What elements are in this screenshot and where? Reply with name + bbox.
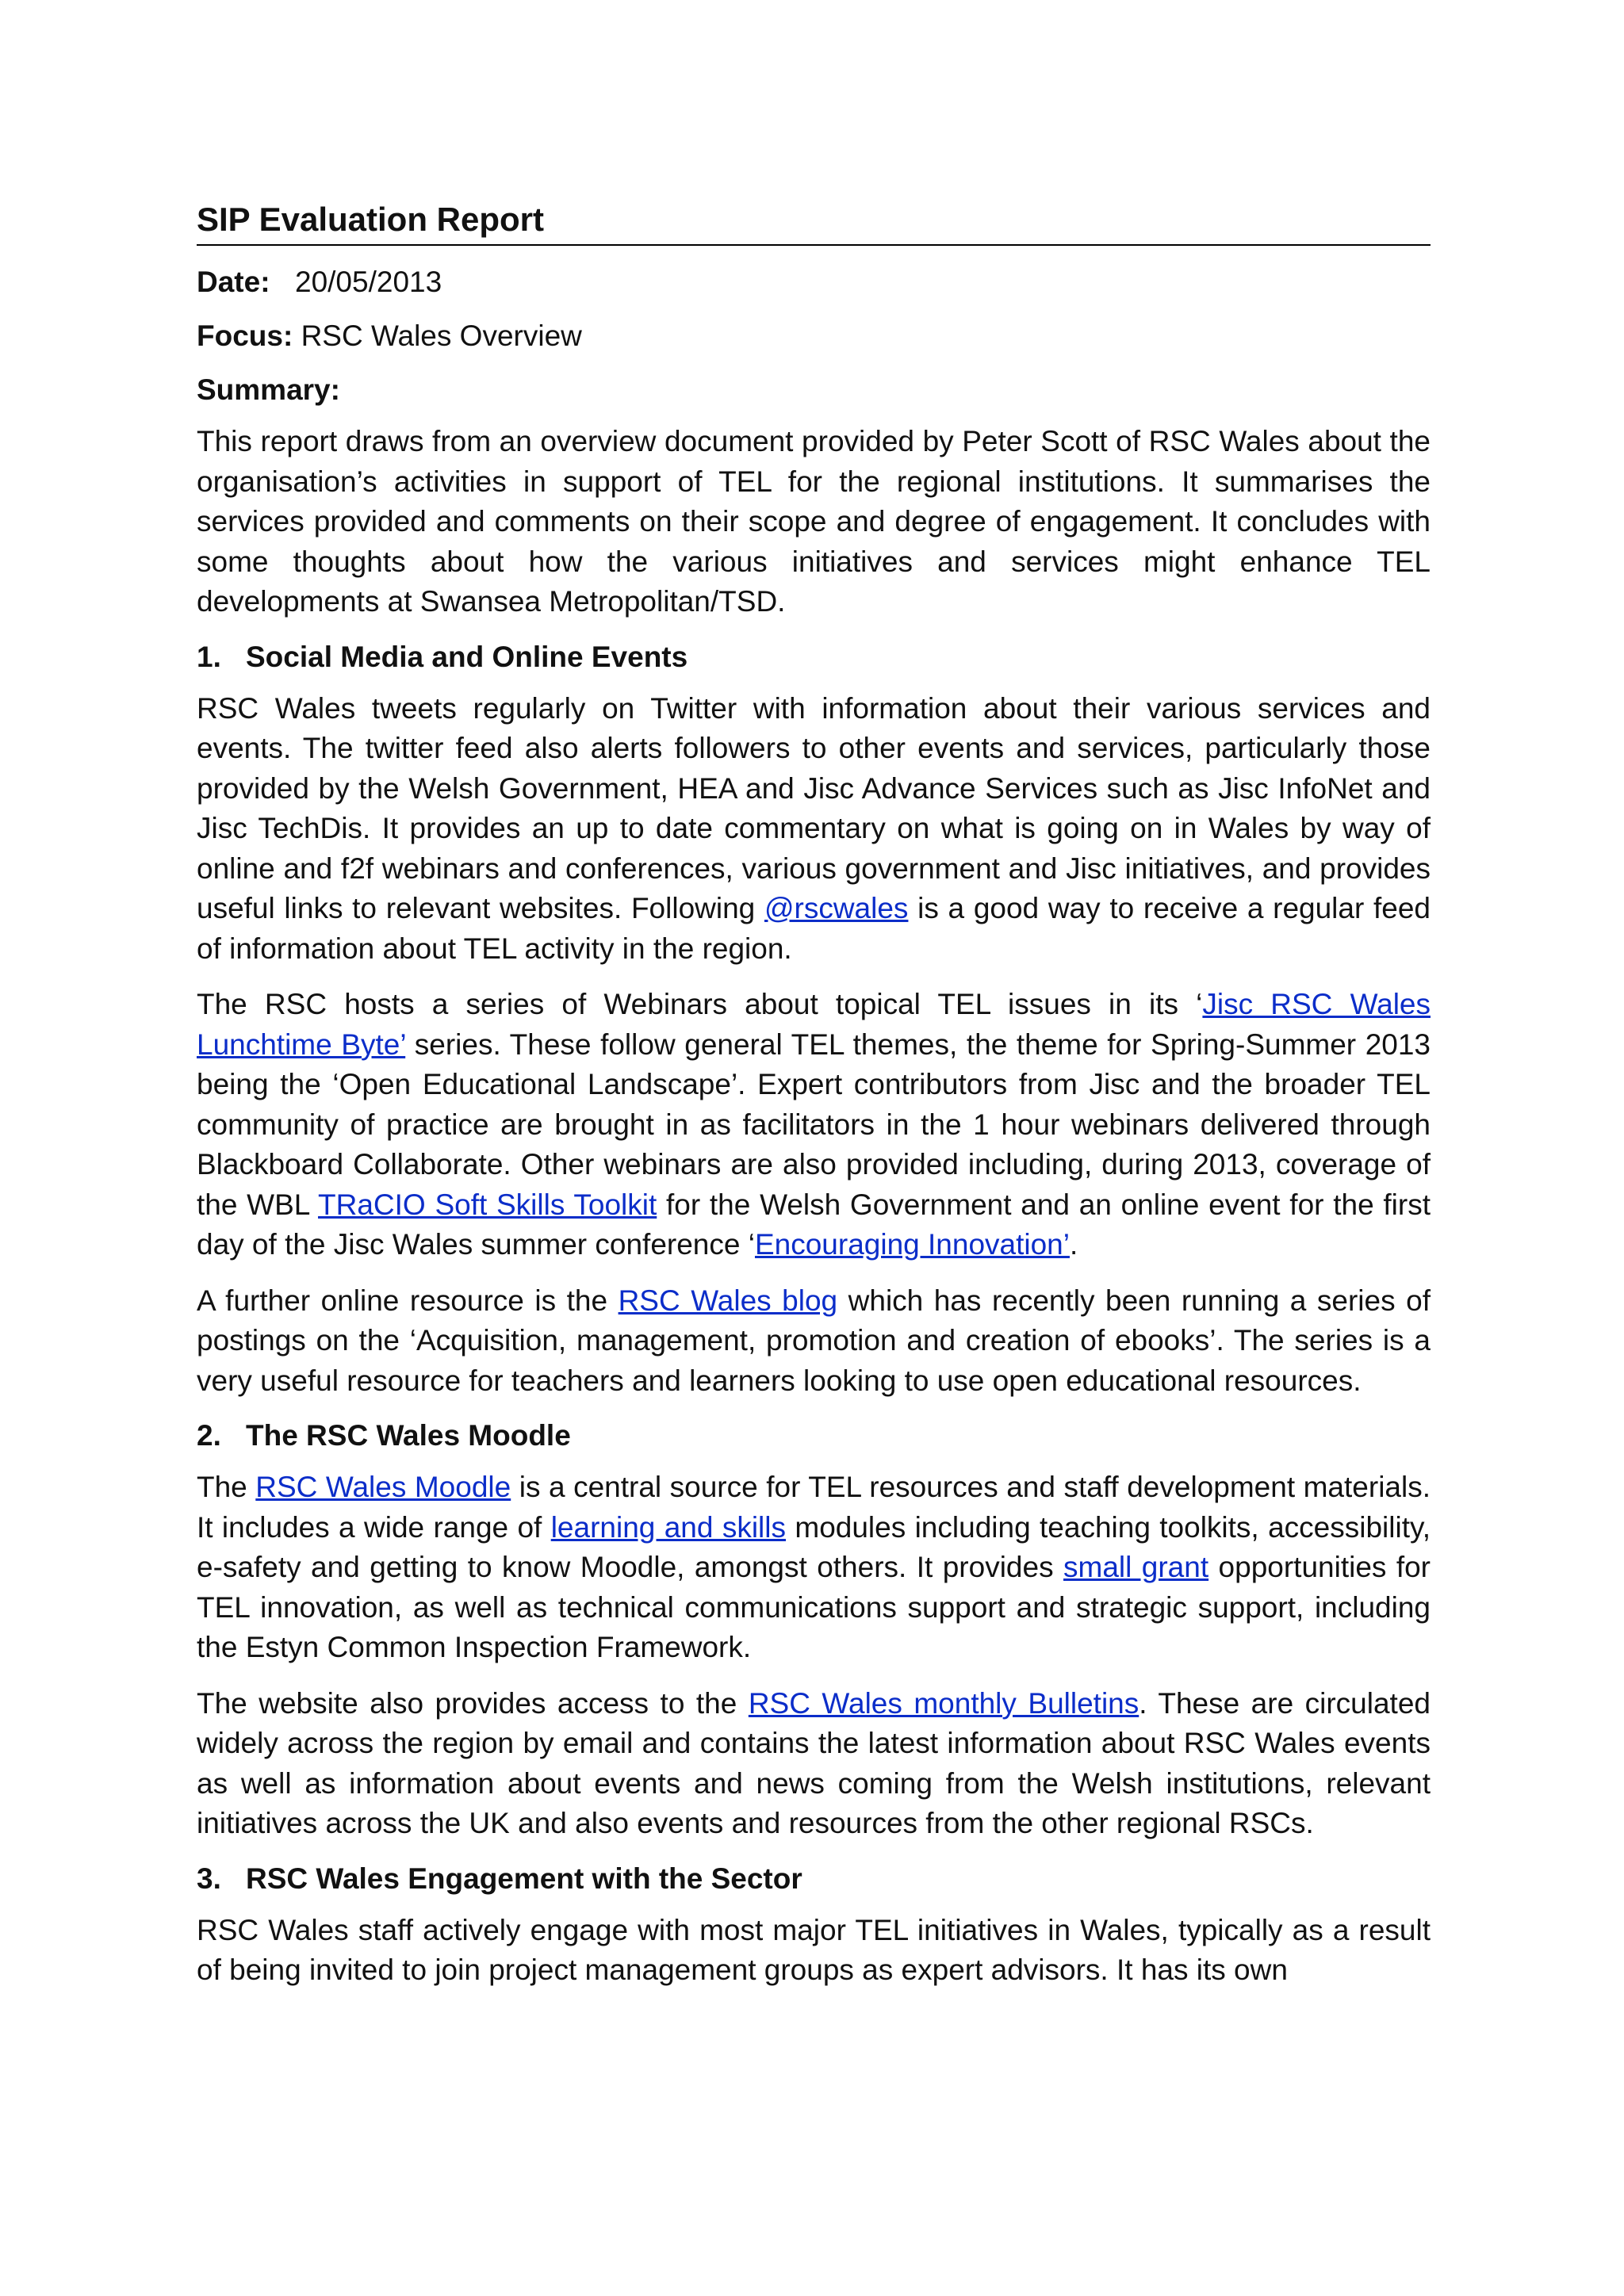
monthly-bulletins-link[interactable]: RSC Wales monthly Bulletins (748, 1686, 1139, 1720)
page-title: SIP Evaluation Report (197, 201, 544, 238)
rsc-wales-moodle-link[interactable]: RSC Wales Moodle (255, 1471, 511, 1503)
document-content (197, 198, 1431, 2007)
section-1-title: Social Media and Online Events (246, 640, 688, 673)
section-2-title: The RSC Wales Moodle (246, 1419, 571, 1452)
section-3-number: 3. (197, 1862, 221, 1895)
section-3-title: RSC Wales Engagement with the Sector (246, 1862, 802, 1895)
section-3-heading (197, 1860, 1431, 1898)
section-2-heading (197, 1417, 1431, 1455)
section-2-paragraph-2 (197, 1684, 1431, 1844)
text-run: for the Welsh Government and an online event for the first day of the Jisc Wales summer conference ‘ (197, 1188, 1431, 1261)
rsc-wales-blog-link[interactable]: RSC Wales blog (618, 1284, 838, 1317)
section-1-number: 1. (197, 640, 221, 673)
focus-line (197, 317, 1431, 355)
encouraging-innovation-link[interactable]: Encouraging Innovation’ (754, 1228, 1070, 1261)
section-2-number: 2. (197, 1419, 221, 1452)
title-rule (197, 198, 1431, 246)
text-run: The website also provides access to the (197, 1686, 749, 1720)
text-run: series. These follow general TEL themes, the theme for Spring-Summer 2013 being the ‘Open Educational Landscape’. Expert contributors from Jisc and the broader TEL community of practice are brought in as facilitators in the 1 hour webinars delivered through Blackboard Collaborate. Other webinars are also provided including, during 2013, coverage of the WBL (197, 1027, 1431, 1221)
text-run: The RSC hosts a series of Webinars about topical TEL issues in its ‘ (197, 988, 1203, 1020)
date-value: 20/05/2013 (295, 266, 442, 298)
section-2-paragraph-1 (197, 1468, 1431, 1668)
focus-value: RSC Wales Overview (301, 320, 582, 352)
text-run: is a central source for TEL resources and staff development materials. It includes a wide range of (197, 1471, 1431, 1544)
learning-and-skills-link[interactable]: learning and skills (550, 1510, 786, 1544)
section-1-paragraph-1 (197, 689, 1431, 970)
focus-label: Focus: (197, 320, 293, 352)
text-run: RSC Wales tweets regularly on Twitter with information about their various services and events. The twitter feed also alerts followers to other events and services, particularly those provided by the Welsh Government, HEA and Jisc Advance Services such as Jisc InfoNet and Jisc TechDis. It provides an up to date commentary on what is going on in Wales by way of online and f2f webinars and conferences, various government and Jisc initiatives, and provides useful links to relevant websites. Following (197, 691, 1431, 924)
section-1-paragraph-3 (197, 1281, 1431, 1402)
text-run: The (197, 1471, 256, 1503)
section-1-heading (197, 638, 1431, 676)
section-3-paragraph-1: RSC Wales staff actively engage with most major TEL initiatives in Wales, typically as a result of being invited to join project management groups as expert advisors. It has its own (197, 1913, 1431, 1986)
rscwales-twitter-link[interactable]: @rscwales (764, 892, 909, 924)
summary-heading: Summary: (197, 373, 340, 406)
small-grant-link[interactable]: small grant (1063, 1551, 1209, 1583)
text-run: which has recently been running a series of postings on the ‘Acquisition, management, promotion and creation of ebooks’. The series is a very useful resource for teachers and learners looking to use open educational resources. (197, 1284, 1431, 1397)
tracio-toolkit-link[interactable]: TRaCIO Soft Skills Toolkit (318, 1188, 657, 1221)
text-run: . (1069, 1228, 1078, 1261)
section-1-paragraph-2 (197, 985, 1431, 1265)
text-run: opportunities for TEL innovation, as well as technical communications support and strategic support, including the Estyn Common Inspection Framework. (197, 1551, 1431, 1663)
text-run: is a good way to receive a regular feed of information about TEL activity in the region. (197, 892, 1431, 965)
text-run: . These are circulated widely across the region by email and contains the latest information about RSC Wales events as well as information about events and news coming from the Welsh institutions, relevant initiatives across the UK and also events and resources from the other regional RSCs. (197, 1686, 1431, 1839)
text-run: modules including teaching toolkits, accessibility, e-safety and getting to know Moodle, amongst others. It provides (197, 1510, 1431, 1583)
date-line (197, 263, 1431, 301)
text-run: A further online resource is the (197, 1284, 619, 1317)
lunchtime-byte-link[interactable]: Jisc RSC Wales Lunchtime Byte’ (197, 988, 1431, 1061)
date-label: Date: (197, 266, 270, 298)
summary-paragraph: This report draws from an overview document provided by Peter Scott of RSC Wales about the organisation’s activities in support of TEL for the regional institutions. It summarises the services provided and comments on their scope and degree of engagement. It concludes with some thoughts about how the various initiatives and services might enhance TEL developments at Swansea Metropolitan/TSD. (197, 425, 1431, 618)
